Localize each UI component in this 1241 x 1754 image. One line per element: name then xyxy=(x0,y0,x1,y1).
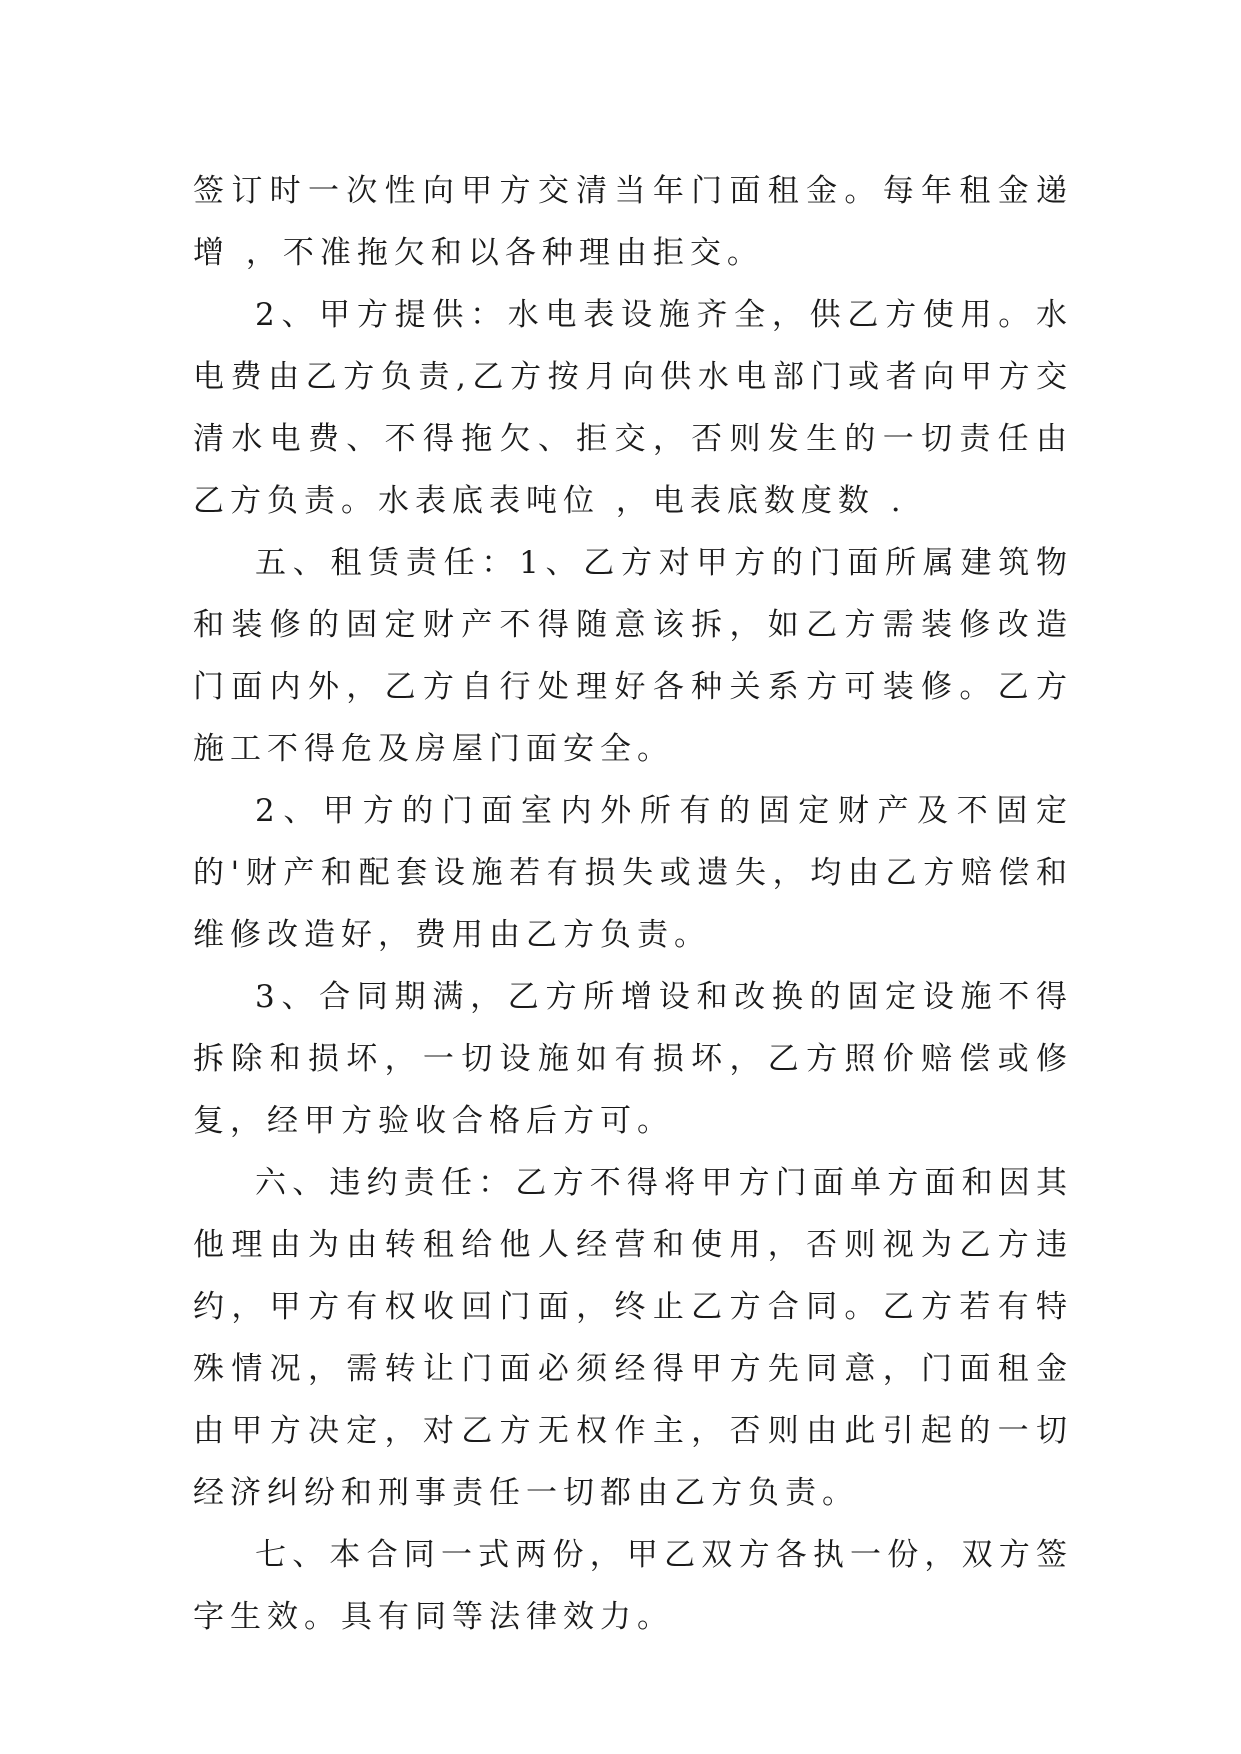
paragraph-utilities: 2、甲方提供：水电表设施齐全，供乙方使用。水电费由乙方负责,乙方按月向供水电部门或者向甲方交清水电费、不得拖欠、拒交，否则发生的一切责任由乙方负责。水表底表吨位 ，电表底数度数 . xyxy=(193,297,1073,519)
paragraph-lease-responsibility: 五、租赁责任：1、乙方对甲方的门面所属建筑物和装修的固定财产不得随意该拆，如乙方需装修改造门面内外，乙方自行处理好各种关系方可装修。乙方施工不得危及房屋门面安全。 xyxy=(193,545,1073,767)
contract-body xyxy=(193,160,1073,1648)
paragraph-copies-validity: 七、本合同一式两份，甲乙双方各执一份，双方签字生效。具有同等法律效力。 xyxy=(193,1537,1073,1635)
paragraph-breach-liability: 六、违约责任：乙方不得将甲方门面单方面和因其他理由为由转租给他人经营和使用，否则视为乙方违约，甲方有权收回门面，终止乙方合同。乙方若有特殊情况，需转让门面必须经得甲方先同意，门面租金由甲方决定，对乙方无权作主，否则由此引起的一切经济纠纷和刑事责任一切都由乙方负责。 xyxy=(193,1165,1073,1511)
paragraph-property-loss: 2、甲方的门面室内外所有的固定财产及不固定的'财产和配套设施若有损失或遗失，均由乙方赔偿和维修改造好，费用由乙方负责。 xyxy=(193,793,1073,953)
paragraph-contract-expiry: 3、合同期满，乙方所增设和改换的固定设施不得拆除和损坏，一切设施如有损坏，乙方照价赔偿或修复，经甲方验收合格后方可。 xyxy=(193,979,1073,1139)
paragraph-rent-payment: 签订时一次性向甲方交清当年门面租金。每年租金递增 ，不准拖欠和以各种理由拒交。 xyxy=(193,173,1073,271)
